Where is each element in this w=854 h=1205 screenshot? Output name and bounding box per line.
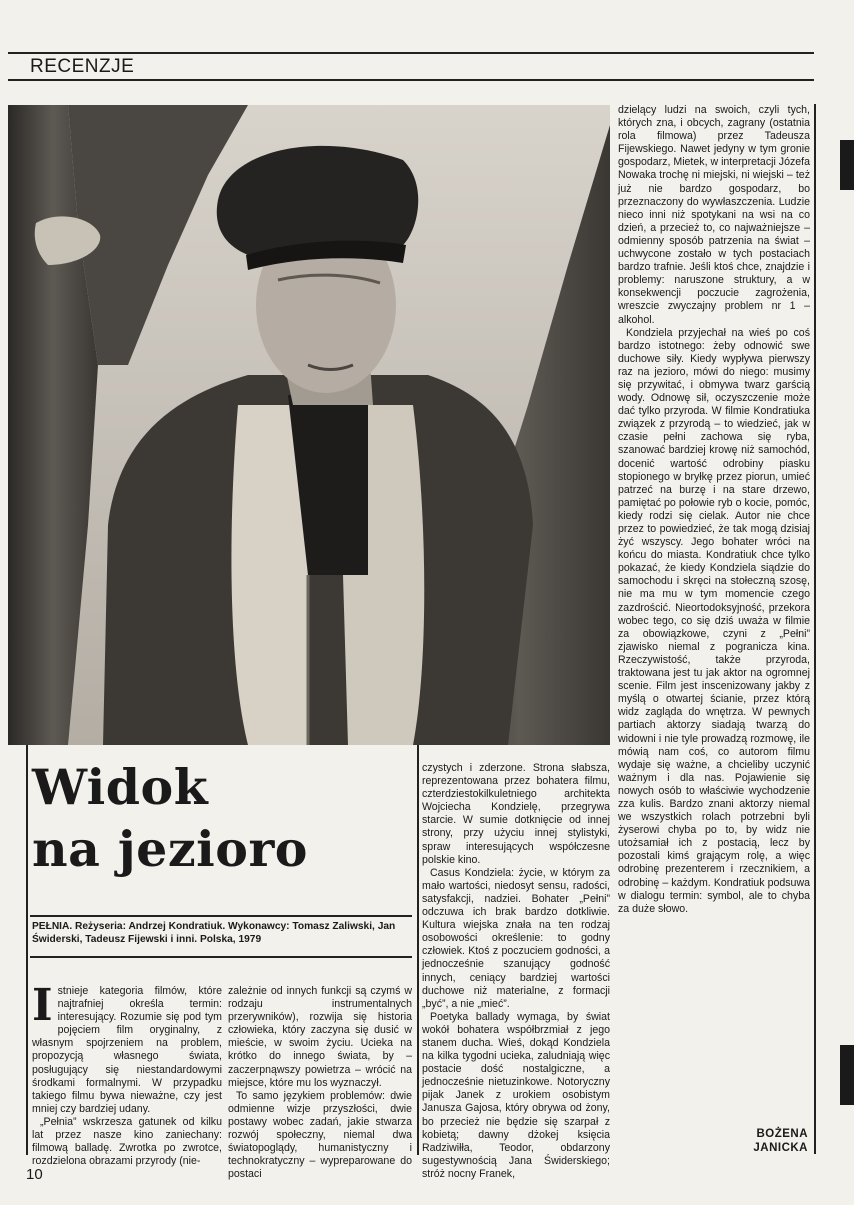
paragraph: Poetyka ballady wymaga, by świat wokół bohatera współbrzmiał z jego stanem ducha. Wieś, dokąd Kondziela na kilka tygodni ucieka, zaludniają więc postacie dość nostalgiczne, a jednocześnie nietuzinkowe. Notoryczny pijak Janek z urokiem osobistym Janusza Gajosa, który obrywa od żony, bo przecież nie będzie się szarpał z kobietą; dawny dżokej księcia Radziwiłła, Teodor, obdarzony sugestywnością Jana Świderskiego; stróż nocny Franek, <box>422 1010 610 1180</box>
page-edge-mark <box>840 1045 854 1105</box>
headline-line-1: Widok <box>32 758 209 816</box>
top-rule <box>8 52 814 54</box>
film-still-photo <box>8 105 610 745</box>
author-first-name: BOŻENA <box>756 1128 808 1140</box>
column-rule <box>814 104 816 1154</box>
film-credits: PEŁNIA. Reżyseria: Andrzej Kondratiuk. Wykonawcy: Tomasz Zaliwski, Jan Świderski, Tadeusz Fijewski i inni. Polska, 1979 <box>32 921 396 945</box>
paragraph: Casus Kondziela: życie, w którym za mało wartości, niedosyt sensu, radości, satysfakcji, nadziei. Bohater „Pełni” odczuwa ich brak bardzo dotkliwie. Kultura wiejska znała na ten rodzaj osobowości określenie: to godny człowiek. Ktoś z poczuciem godności, a jednocześnie szanujący godność innych, ceniący bardziej wartości duchowe niż materialne, z formacji „być”, a nie „mieć”. <box>422 866 610 1010</box>
film-still-illustration <box>8 105 610 745</box>
article-column-3 <box>422 762 610 1181</box>
page-number: 10 <box>26 1166 43 1183</box>
column-rule <box>26 745 28 1155</box>
paragraph: To samo językiem problemów: dwie odmienne wizje przyszłości, dwie postawy wobec zadań, jakie stwarza rozwój społeczny, niemal dwa światopoglądy, humanistyczny i technokratyczny – wypreparowane do postaci <box>228 1089 412 1181</box>
author-last-name: JANICKA <box>753 1142 808 1154</box>
headline-line-2: na jezioro <box>32 820 308 878</box>
column-rule <box>417 745 419 1155</box>
credits-rule <box>30 915 412 917</box>
paragraph <box>32 980 222 1116</box>
article-headline <box>32 756 412 880</box>
paragraph-text: stnieje kategoria filmów, które najtrafniej określa termin: interesujący. Rozumie się pod tym pojęciem film oryginalny, z własnym spojrzeniem na problem, propozycją własnego świata, posługujący się niestandardowymi środkami formalnymi. W przypadku takiego filmu bywa nieważne, czy jest mniej czy bardziej udany. <box>32 985 222 1115</box>
article-column-1 <box>32 980 222 1168</box>
credits-rule <box>30 956 412 958</box>
section-rule <box>8 79 814 81</box>
paragraph: dzielący ludzi na swoich, czyli tych, których zna, i obcych, zagrany (ostatnia rola filmowa) przez Tadeusza Fijewskiego. Nawet jedyny w tym gronie gospodarz, Mietek, w interpretacji Józefa Nowaka trochę ni miejski, ni wiejski – też już nie bardzo gospodarz, bo przeznaczony do wywłaszczenia. Ludzie nieco inni niż spotykani na wsi na co dzień, a przecież to, co najważniejsze – odmienny sposób patrzenia na świat – uchwycone zostało w tych postaciach bardzo trafnie. Jeśli ktoś chce, znajdzie i problemy: naruszone struktury, a w konsekwencji poczucie zagrożenia, wreszcie zwyczajny problem nr 1 – alkohol. <box>618 104 810 326</box>
author-byline <box>700 1127 808 1155</box>
article-column-2 <box>228 985 412 1181</box>
page-edge-mark <box>840 140 854 190</box>
article-column-right-upper <box>618 104 810 916</box>
section-label: RECENZJE <box>30 56 135 77</box>
paragraph: „Pełnia” wskrzesza gatunek od kilku lat przez nasze kino zaniechany: filmową balladę. Zwrotka po zwrotce, rozdzielona obrazami przyrody (nie- <box>32 1115 222 1168</box>
paragraph: zależnie od innych funkcji są czymś w rodzaju instrumentalnych przerywników), rozwija się historia człowieka, który zaczyna się dusić w mieście, w swoim życiu. Ucieka na krótko do innego świata, by – zaczerpnąwszy powietrza – wrócić na miejsce, które mu los wyznaczył. <box>228 985 412 1089</box>
drop-cap: I <box>32 980 53 1031</box>
paragraph: Kondziela przyjechał na wieś po coś bardzo istotnego: żeby odnowić swe duchowe siły. Kiedy wypływa pierwszy raz na jezioro, mówi do niego: musimy się przywitać, i obmywa twarz garścią wody. Odnowę sił, oczyszczenie może dać tylko przyroda. W filmie Kondratiuka związek z przyrodą – to wiedzieć, jak w czasie pełni zachowa się ryba, szanować bardziej krowę niż samochód, docenić wartość odrobiny piasku stopionego w bryłkę przez piorun, umieć patrzeć na burzę i na stare drzewo, pamiętać po połowie ryb o kocie, pomóc, kiedy rodzi się cielak. Autor nie chce przez to powiedzieć, że tak mogą dzisiaj żyć wszyscy. Jego bohater wróci na końcu do miasta. Kondratiuk chce tylko pokazać, że kiedy Kondziela siądzie do samochodu i skręci na stołeczną szosę, nie ma mu w tym momencie czego zazdrościć. Nieortodoksyjność, przekora wobec tego, co się dziś uważa w filmie za obowiązkowe, czyni z „Pełni” zjawisko niemal z pogranicza kina. Rzeczywistość, także przyroda, traktowana jest tu jak aktor na ogromnej scenie. Film jest inscenizowany jakby z myślą o otwartej ścianie, przez którą widz zagląda do wnętrza. W pewnych partiach aktorzy siadają twarzą do widowni i nie tyle prowadzą rozmowę, ile mówią nam coś, co autorom filmu wydaje się ważne, a chcieliby uczynić ważnym i dla nas. Pojawienie się nowych osób to właściwie wychodzenie zza kulis. Bardzo znani aktorzy niemal we wszystkich rolach potrzebni byli żyserowi chyba po to, by widz nie utożsamiał ich z postacią, lecz by pozostali kimś grającym rolę, a więc odrobinę prezenterem i rzecznikiem, a odrobinę – każdym. Kondratiuk podsuwa w dialogu termin: symbol, ale to chyba za duże słowo. <box>618 326 810 915</box>
paragraph: czystych i zderzone. Strona słabsza, reprezentowana przez bohatera filmu, czterdziestokilkuletniego architekta Wojciecha Kondzielę, przegrywa starcie. W sumie dotknięcie od innej strony, przy użyciu innej stylistyki, spraw interesujących współczesne polskie kino. <box>422 762 610 866</box>
